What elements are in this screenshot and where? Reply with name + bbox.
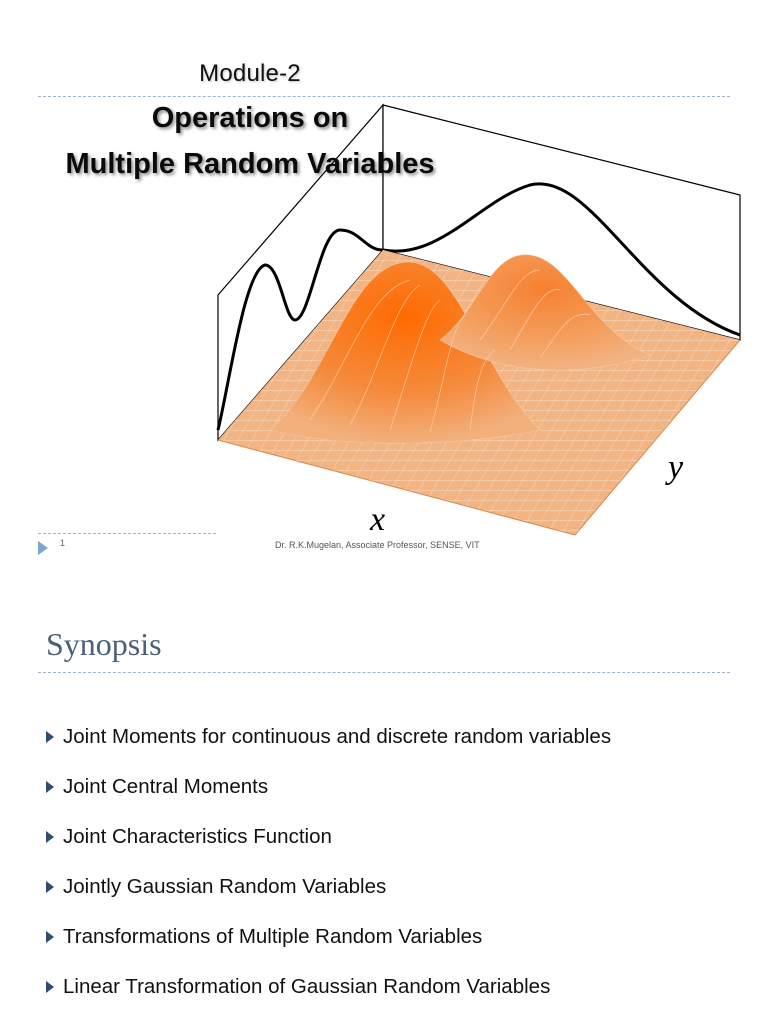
module-label: Module-2 [199,60,301,87]
footer-author: Dr. R.K.Mugelan, Associate Professor, SENSE, VIT [275,540,480,550]
bullet-arrow-icon [46,781,54,793]
list-item: Joint Central Moments [46,775,611,825]
slide-title-line-1: Operations on [151,102,349,134]
synopsis-list [46,725,611,1025]
title-rule [38,96,730,97]
axis-x-label: x [370,501,386,538]
footer-arrow-icon [38,541,48,555]
footer-rule [38,533,216,534]
bullet-arrow-icon [46,731,54,743]
synopsis-rule [38,672,730,673]
axis-y-label: y [668,449,684,486]
list-item: Linear Transformation of Gaussian Random Variables [46,975,611,1025]
synopsis-title: Synopsis [46,626,162,662]
page-number: 1 [60,538,66,548]
bullet-arrow-icon [46,881,54,893]
list-item: Transformations of Multiple Random Variables [46,925,611,975]
slide-title-line-2: Multiple Random Variables [65,148,435,180]
slide-2 [0,580,768,1024]
bullet-arrow-icon [46,831,54,843]
list-item: Jointly Gaussian Random Variables [46,875,611,925]
bullet-arrow-icon [46,981,54,993]
bullet-arrow-icon [46,931,54,943]
list-item: Joint Characteristics Function [46,825,611,875]
list-item: Joint Moments for continuous and discrete random variables [46,725,611,775]
